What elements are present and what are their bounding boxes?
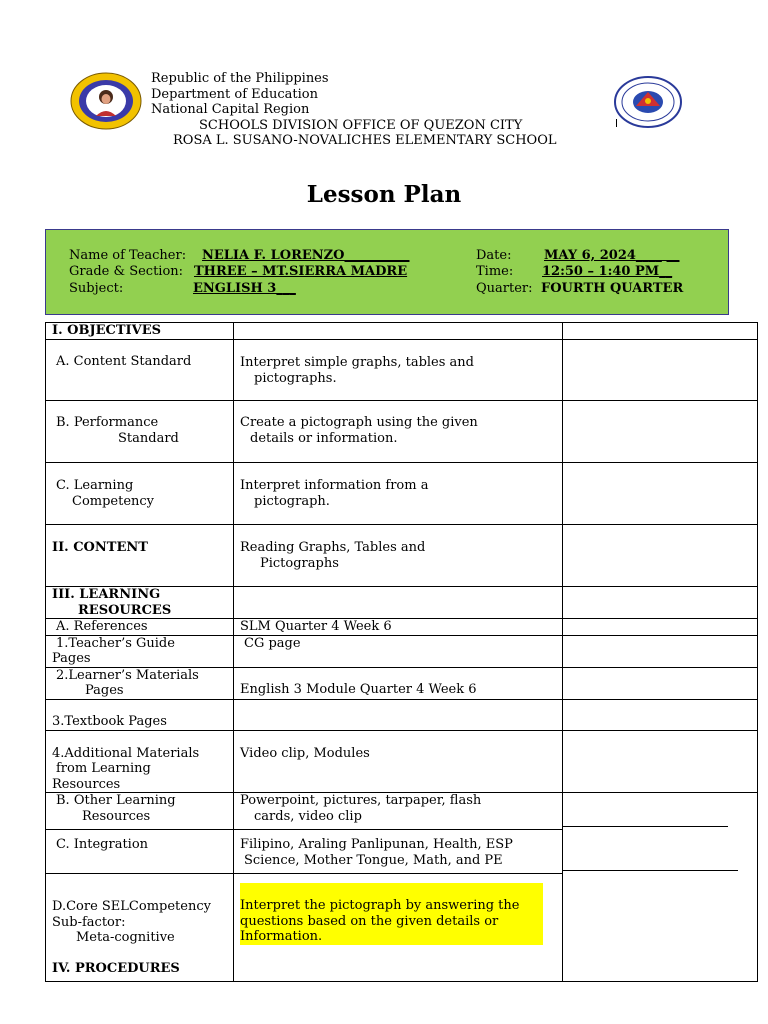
teacher-value: NELIA F. LORENZO__________ — [202, 248, 410, 263]
textbook-pages-label: 3.Textbook Pages — [46, 699, 234, 730]
lesson-info-box — [45, 229, 729, 315]
references-value: SLM Quarter 4 Week 6 — [234, 619, 563, 636]
school-seal-logo — [70, 72, 142, 130]
integration-label: C. Integration — [46, 830, 234, 874]
table-row — [46, 619, 758, 636]
table-row — [46, 793, 758, 830]
subject-label: Subject: — [69, 281, 124, 296]
table-row — [46, 730, 758, 793]
time-label: Time: — [476, 264, 514, 279]
additional-materials-value: Video clip, Modules — [234, 730, 563, 793]
performance-standard-value: Create a pictograph using the given details or information. — [234, 401, 563, 463]
grade-value: THREE – MT.SIERRA MADRE — [194, 264, 408, 279]
learners-materials-value: English 3 Module Quarter 4 Week 6 — [234, 667, 563, 699]
learning-resources-heading: III. LEARNING RESOURCES — [46, 587, 234, 619]
header-republic: Republic of the Philippines — [151, 71, 329, 86]
sel-competency-label: D.Core SELCompetency Sub-factor: Meta-cognitive IV. PROCEDURES — [46, 874, 234, 982]
sel-competency-value — [234, 874, 563, 982]
table-row — [46, 874, 758, 982]
learning-competency-label: C. Learning Competency — [46, 463, 234, 525]
integration-value: Filipino, Araling Panlipunan, Health, ESP Science, Mother Tongue, Math, and PE — [234, 830, 563, 874]
content-standard-label: A. Content Standard — [46, 340, 234, 401]
highlighted-objective: Interpret the pictograph by answering the questions based on the given details or Information. — [240, 883, 543, 945]
learners-materials-label: 2.Learner’s Materials Pages — [46, 667, 234, 699]
date-value: MAY 6, 2024____ __ — [544, 248, 680, 263]
stray-line — [562, 870, 738, 871]
quarter-label: Quarter: — [476, 281, 533, 296]
learning-competency-value: Interpret information from a pictograph. — [234, 463, 563, 525]
teacher-label: Name of Teacher: — [69, 248, 187, 263]
other-resources-label: B. Other Learning Resources — [46, 793, 234, 830]
procedures-heading: IV. PROCEDURES — [52, 960, 180, 976]
objectives-heading: I. OBJECTIVES — [46, 323, 234, 340]
other-resources-value: Powerpoint, pictures, tarpaper, flash cards, video clip — [234, 793, 563, 830]
table-row — [46, 401, 758, 463]
table-row — [46, 667, 758, 699]
subject-value: ENGLISH 3___ — [193, 281, 296, 296]
deped-seal-logo — [614, 76, 682, 128]
header-region: National Capital Region — [151, 102, 310, 117]
teachers-guide-value: CG page — [234, 635, 563, 667]
time-value: 12:50 – 1:40 PM__ — [542, 264, 673, 279]
quarter-value: FOURTH QUARTER — [541, 281, 684, 296]
stray-line — [562, 826, 728, 827]
table-row — [46, 587, 758, 619]
content-heading: II. CONTENT — [46, 525, 234, 587]
header-tick — [616, 119, 617, 127]
references-label: A. References — [46, 619, 234, 636]
grade-label: Grade & Section: — [69, 264, 184, 279]
header-school: ROSA L. SUSANO-NOVALICHES ELEMENTARY SCHOOL — [173, 133, 557, 148]
table-row — [46, 463, 758, 525]
table-row — [46, 635, 758, 667]
header-division: SCHOOLS DIVISION OFFICE OF QUEZON CITY — [199, 118, 523, 133]
table-row — [46, 340, 758, 401]
content-standard-value: Interpret simple graphs, tables and pictographs. — [234, 340, 563, 401]
table-row — [46, 525, 758, 587]
page-title: Lesson Plan — [306, 181, 462, 208]
performance-standard-label: B. Performance Standard — [46, 401, 234, 463]
lesson-plan-table — [45, 322, 758, 982]
table-row — [46, 830, 758, 874]
table-row — [46, 323, 758, 340]
table-row — [46, 699, 758, 730]
date-label: Date: — [476, 248, 512, 263]
teachers-guide-label: 1.Teacher’s Guide Pages — [46, 635, 234, 667]
additional-materials-label: 4.Additional Materials from Learning Resources — [46, 730, 234, 793]
header-department: Department of Education — [151, 87, 318, 102]
content-value: Reading Graphs, Tables and Pictographs — [234, 525, 563, 587]
